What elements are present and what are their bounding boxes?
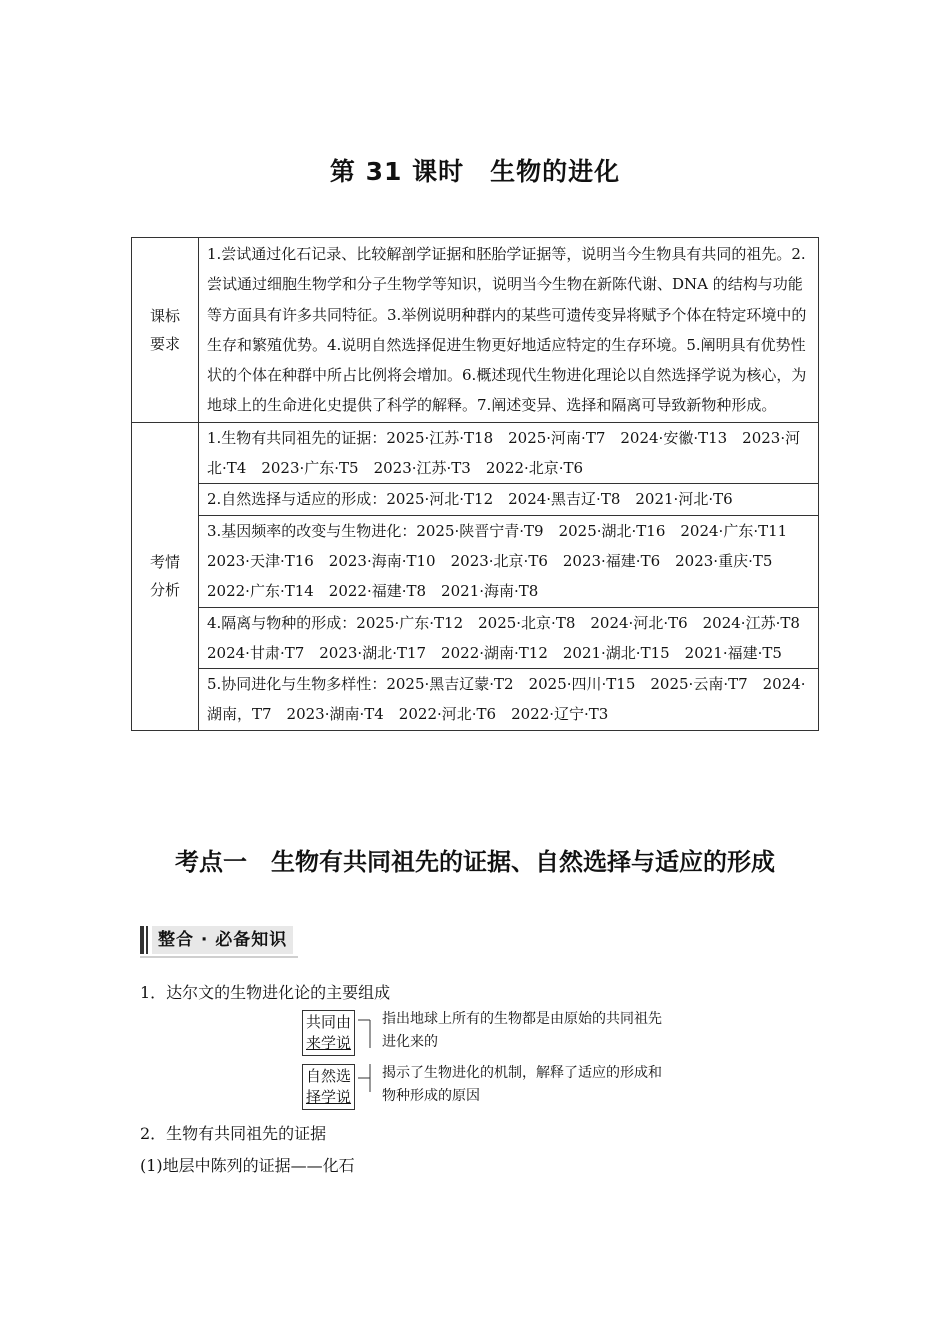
row-label-line: 要求 bbox=[149, 334, 180, 353]
table-row bbox=[132, 669, 819, 731]
analysis-item-1: 1.生物有共同祖先的证据：2025·江苏·T18 2025·河南·T7 2024·安徽·T13 2023·河北·T4 2023·广东·T5 2023·江苏·T3 2022·北京·T6 bbox=[199, 422, 819, 484]
curriculum-table bbox=[131, 237, 819, 731]
table-row bbox=[132, 484, 819, 515]
section-tag-label: 整合 · 必备知识 bbox=[152, 926, 293, 954]
requirements-content: 1.尝试通过化石记录、比较解剖学证据和胚胎学证据等，说明当今生物具有共同的祖先。2.尝试通过细胞生物学和分子生物学等知识，说明当今生物在新陈代谢、DNA 的结构与功能等方面具有许多共同特征。3.举例说明种群内的某些可遗传变异将赋予个体在特定环境中的生存和繁殖优势。4.说明自然选择促进生物更好地适应特定的生存环境。5.阐明具有优势性状的个体在种群中所占比例将会增加。6.概述现代生物进化理论以自然选择学说为核心，为地球上的生命进化史提供了科学的解释。7.阐述变异、选择和隔离可导致新物种形成。 bbox=[199, 238, 819, 423]
common-descent-description: 指出地球上所有的生物都是由原始的共同祖先进化来的 bbox=[382, 1011, 662, 1050]
section-heading: 考点一 生物有共同祖先的证据、自然选择与适应的形成 bbox=[175, 848, 775, 876]
tag-bar-decoration bbox=[146, 926, 148, 954]
box-line: 共同由 bbox=[306, 1013, 352, 1031]
point-1-heading: 1．达尔文的生物进化论的主要组成 bbox=[140, 983, 391, 1002]
analysis-item-5: 5.协同进化与生物多样性：2025·黑吉辽蒙·T2 2025·四川·T15 2025·云南·T7 2024·湖南，T7 2023·湖南·T4 2022·河北·T6 2022·辽宁·T3 bbox=[199, 669, 819, 731]
analysis-item-3: 3.基因频率的改变与生物进化：2025·陕晋宁青·T9 2025·湖北·T16 2024·广东·T11 2023·天津·T16 2023·海南·T10 2023·北京·T6 2023·福建·T6 2023·重庆·T5 2022·广东·T14 2022·福建·T8 2021·海南·T8 bbox=[199, 515, 819, 607]
row-label-requirements bbox=[132, 238, 199, 423]
row-label-line: 考情 bbox=[149, 553, 180, 572]
point-2-heading: 2．生物有共同祖先的证据 bbox=[140, 1124, 327, 1143]
row-label-line: 分析 bbox=[149, 581, 180, 600]
box-line: 来学说 bbox=[306, 1034, 352, 1052]
analysis-item-2: 2.自然选择与适应的形成：2025·河北·T12 2024·黑吉辽·T8 2021·河北·T6 bbox=[199, 484, 819, 515]
section-tag bbox=[140, 922, 298, 958]
table-row bbox=[132, 238, 819, 423]
box-line: 择学说 bbox=[306, 1088, 352, 1106]
page-title: 第 31 课时 生物的进化 bbox=[329, 157, 621, 186]
row-label-line: 课标 bbox=[149, 306, 180, 325]
common-descent-box bbox=[302, 1010, 355, 1056]
box-line: 自然选 bbox=[306, 1067, 352, 1085]
natural-selection-box bbox=[302, 1064, 355, 1110]
tag-bar-decoration bbox=[140, 926, 144, 954]
natural-selection-description: 揭示了生物进化的机制，解释了适应的形成和物种形成的原因 bbox=[382, 1065, 662, 1104]
table-row bbox=[132, 607, 819, 669]
table-row bbox=[132, 422, 819, 484]
row-label-analysis bbox=[132, 422, 199, 730]
darwin-theory-diagram bbox=[300, 1008, 660, 1108]
point-2-sub-1: (1)地层中陈列的证据——化石 bbox=[140, 1156, 355, 1175]
analysis-item-4: 4.隔离与物种的形成：2025·广东·T12 2025·北京·T8 2024·河北·T6 2024·江苏·T8 2024·甘肃·T7 2023·湖北·T17 2022·湖南·T12 2021·湖北·T15 2021·福建·T5 bbox=[199, 607, 819, 669]
table-row bbox=[132, 515, 819, 607]
